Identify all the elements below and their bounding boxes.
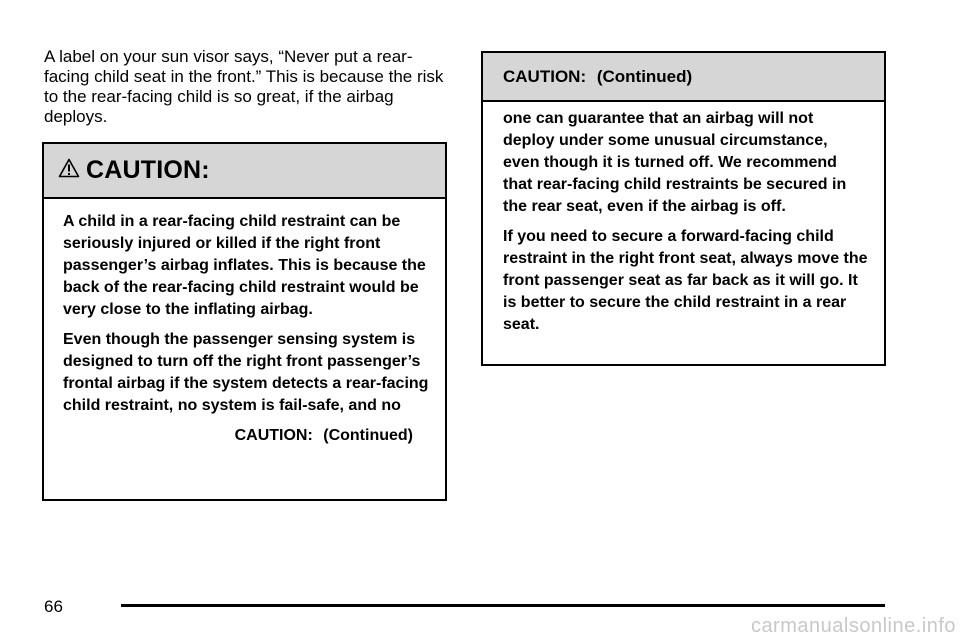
footer-rule [121, 604, 885, 607]
caution-paragraph: A child in a rear-facing child restraint can be seriously injured or killed if the right front passenger’s airbag inflates. This is because the back of the rear-facing child restraint would be very close to the inflating airbag. [63, 213, 426, 318]
caution-title: CAUTION: [86, 156, 210, 184]
caution-continued-header [483, 53, 884, 102]
caution-continued-box [481, 51, 886, 366]
caution-header [44, 144, 445, 199]
caution-body [44, 199, 445, 447]
caution-continued-label: CAUTION: (Continued) [234, 427, 413, 444]
watermark: carmanualsonline.info [750, 615, 956, 637]
caution-box [42, 142, 447, 501]
caution-paragraph: one can guarantee that an airbag will not deploy under some unusual circumstance, even though it is turned off. We recommend that rear-facing child restraints be secured in the rear seat, even if the airbag is off. [503, 110, 847, 215]
page-number: 66 [44, 597, 63, 616]
warning-triangle-icon [58, 158, 80, 178]
caution-paragraph: If you need to secure a forward-facing child restraint in the right front seat, always move the front passenger seat as far back as it will go. It is better to secure the child restraint in a rear seat. [503, 228, 868, 333]
intro-paragraph: A label on your sun visor says, “Never put a rear-facing child seat in the front.” This is because the risk to the rear-facing child is so great, if the airbag deploys. [44, 47, 444, 126]
caution-continued-title: CAUTION: (Continued) [503, 66, 693, 86]
caution-paragraph: Even though the passenger sensing system is designed to turn off the right front passenger’s frontal airbag if the system detects a rear-facing child restraint, no system is fail-safe, and no [63, 331, 429, 414]
caution-continued-body [483, 102, 884, 336]
